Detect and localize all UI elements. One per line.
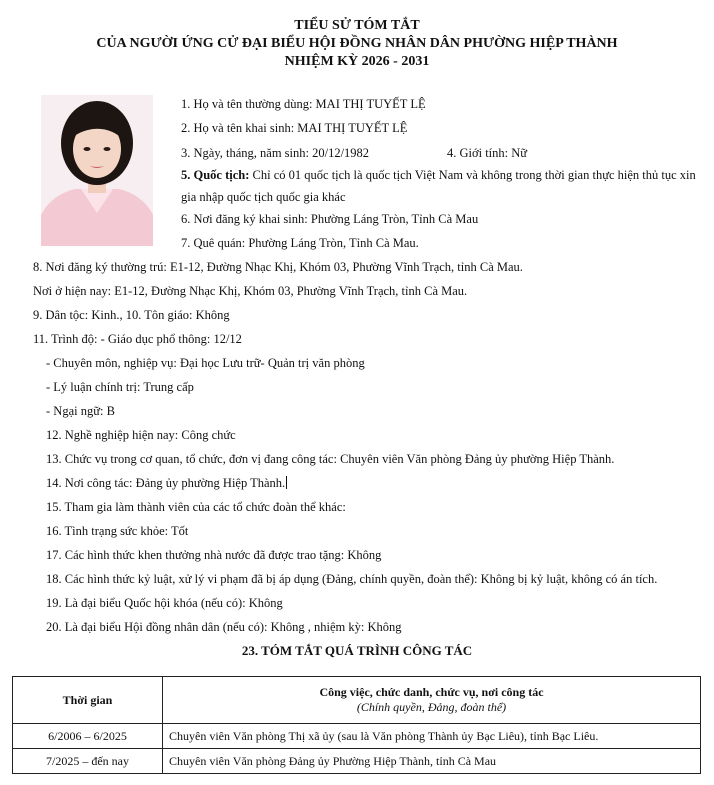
- field-national-assembly: 19. Là đại biểu Quốc hội khóa (nếu có): Không: [46, 596, 283, 610]
- doc-title-line3: NHIỆM KỲ 2026 - 2031: [284, 54, 430, 69]
- field-foreign-language: - Ngại ngữ: B: [46, 404, 115, 418]
- field-organizations: 15. Tham gia làm thành viên của các tổ chức đoàn thể khác:: [46, 500, 346, 514]
- field-permanent-residence: 8. Nơi đăng ký thường trú: E1-12, Đường Nhạc Khị, Khóm 03, Phường Vĩnh Trạch, tỉnh Cà Mau.: [33, 260, 523, 274]
- field-workplace: [46, 475, 287, 491]
- portrait-photo: [41, 95, 153, 246]
- nationality-label: 5. Quốc tịch:: [181, 168, 250, 182]
- table-row: [13, 749, 701, 774]
- field-common-name: 1. Họ và tên thường dùng: MAI THỊ TUYẾT LỆ: [181, 97, 426, 111]
- field-birth-registration: 6. Nơi đăng ký khai sinh: Phường Láng Tròn, Tỉnh Cà Mau: [181, 212, 479, 226]
- field-birth-date: 3. Ngày, tháng, năm sinh: 20/12/1982: [181, 146, 370, 160]
- table-row: [13, 724, 701, 749]
- col-description-title: Công việc, chức danh, chức vụ, nơi công tác: [319, 685, 544, 699]
- field-birth-name: 2. Họ và tên khai sinh: MAI THỊ TUYẾT LỆ: [181, 121, 408, 135]
- row-description: Chuyên viên Văn phòng Thị xã ủy (sau là Văn phòng Thành ủy Bạc Liêu), tỉnh Bạc Liêu.: [163, 724, 701, 749]
- field-position: 13. Chức vụ trong cơ quan, tổ chức, đơn vị đang công tác: Chuyên viên Văn phòng Đảng ủy phường Hiệp Thành.: [46, 452, 615, 466]
- row-time: 6/2006 – 6/2025: [13, 724, 163, 749]
- field-occupation: 12. Nghề nghiệp hiện nay: Công chức: [46, 428, 236, 442]
- row-time: 7/2025 – đến nay: [13, 749, 163, 774]
- field-hometown: 7. Quê quán: Phường Láng Tròn, Tỉnh Cà Mau.: [181, 236, 419, 250]
- field-current-residence: Nơi ở hiện nay: E1-12, Đường Nhạc Khị, Khóm 03, Phường Vĩnh Trạch, tỉnh Cà Mau.: [33, 284, 468, 298]
- field-peoples-council: 20. Là đại biểu Hội đồng nhân dân (nếu có): Không , nhiệm kỳ: Không: [46, 620, 402, 634]
- field-health: 16. Tình trạng sức khỏe: Tốt: [46, 524, 189, 538]
- doc-title-line2: CỦA NGƯỜI ỨNG CỬ ĐẠI BIỂU HỘI ĐỒNG NHÂN DÂN PHƯỜNG HIỆP THÀNH: [96, 36, 618, 51]
- table-header-row: [13, 677, 701, 724]
- col-description-subtitle: (Chính quyền, Đảng, đoàn thể): [356, 700, 507, 714]
- work-history-table: [12, 676, 701, 774]
- field-discipline: 18. Các hình thức kỷ luật, xử lý vi phạm đã bị áp dụng (Đảng, chính quyền, đoàn thể): Không bị kỷ luật, không có án tích.: [46, 572, 658, 586]
- text-cursor: [286, 476, 287, 489]
- doc-title-line1: TIỂU SỬ TÓM TẮT: [294, 18, 420, 33]
- row-description: Chuyên viên Văn phòng Đảng ủy Phường Hiệp Thành, tỉnh Cà Mau: [163, 749, 701, 774]
- field-specialty: - Chuyên môn, nghiệp vụ: Đại học Lưu trữ- Quản trị văn phòng: [46, 356, 365, 370]
- field-ethnicity-religion: 9. Dân tộc: Kinh., 10. Tôn giáo: Không: [33, 308, 230, 322]
- field-gender: 4. Giới tính: Nữ: [447, 146, 528, 160]
- field-political-theory: - Lý luận chính trị: Trung cấp: [46, 380, 194, 394]
- section-work-history-title: 23. TÓM TẮT QUÁ TRÌNH CÔNG TÁC: [241, 643, 473, 658]
- col-time-header: Thời gian: [13, 677, 163, 724]
- field-awards: 17. Các hình thức khen thưởng nhà nước đã được trao tặng: Không: [46, 548, 382, 562]
- workplace-text: 14. Nơi công tác: Đảng ủy phường Hiệp Thành.: [46, 476, 286, 490]
- field-nationality: [181, 164, 706, 208]
- col-description-header: [163, 677, 701, 724]
- nationality-value: Chỉ có 01 quốc tịch là quốc tịch Việt Nam và không trong thời gian thực hiện thủ tục xin gia nhập quốc tịch quốc gia khác: [181, 168, 696, 204]
- field-education: 11. Trình độ: - Giáo dục phổ thông: 12/12: [33, 332, 242, 346]
